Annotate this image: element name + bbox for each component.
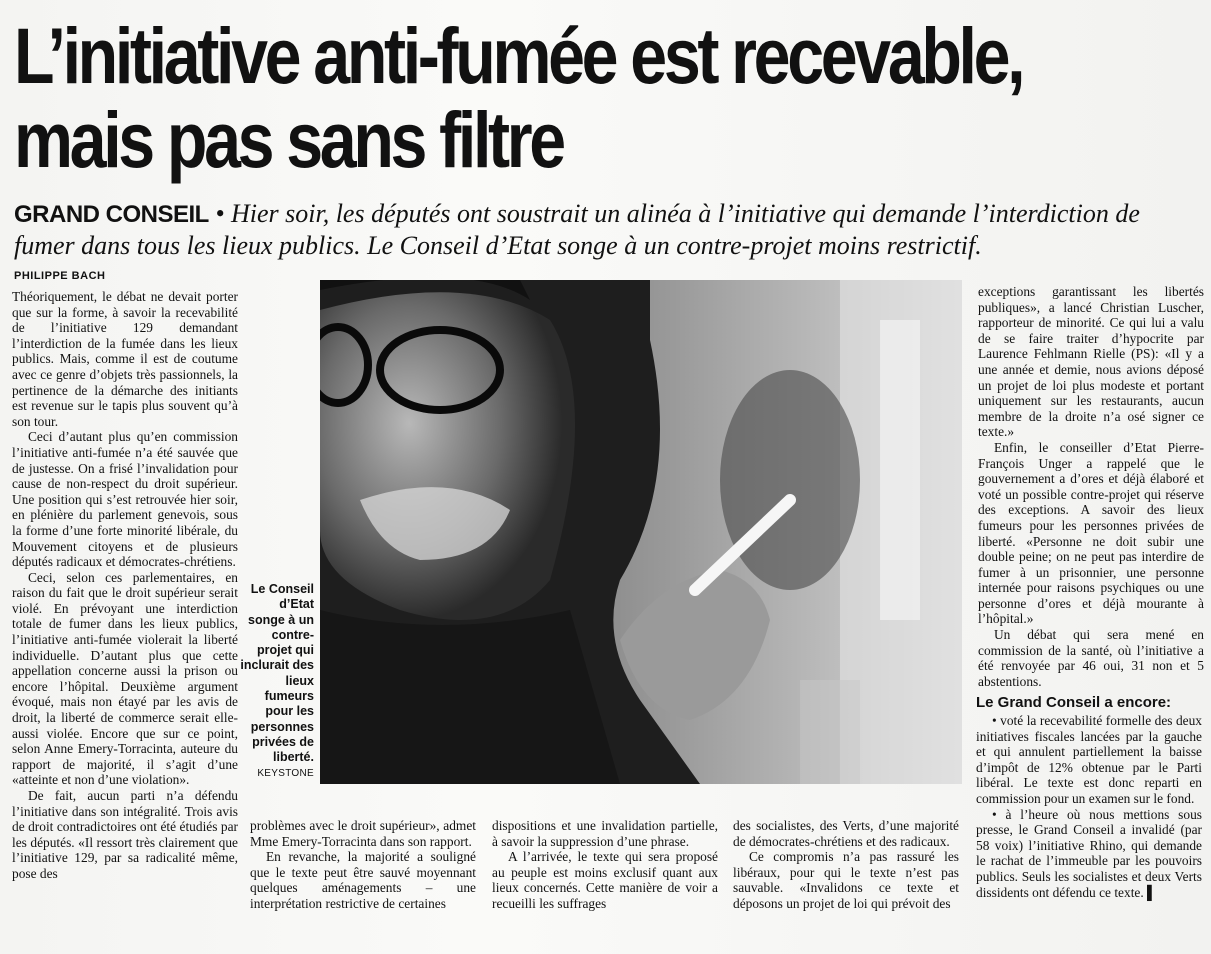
headline-line-2: mais pas sans filtre: [14, 95, 563, 184]
paragraph: dispositions et une invalidation partielle, à savoir la suppression d’une phrase.: [492, 818, 718, 849]
column-1: [12, 289, 238, 882]
paragraph: Ceci d’autant plus qu’en commission l’initiative anti-fumée n’a été sauvée que de justesse. On a frisé l’invalidation pour cause de non-respect du droit supérieur. Une position qui s’est retrouvée hier soir, en plénière du parlement genevois, sous la forme d’une forte minorité libérale, du Mouvement citoyens et de plusieurs députés radicaux et démocrates-chrétiens.: [12, 429, 238, 570]
photo-credit: KEYSTONE: [257, 768, 314, 779]
sidebar-item: • à l’heure où nous mettions sous presse, le Grand Conseil a invalidé (par 58 voix) l’initiative Rhino, qui demande le rachat de l’immeuble par les pouvoirs publics. Seuls les socialistes et deux Verts dissidents ont défendu ce texte. ▌: [976, 806, 1202, 900]
kicker-separator: •: [208, 199, 231, 228]
kicker: GRAND CONSEIL: [14, 201, 209, 228]
standfirst: [14, 198, 1194, 261]
standfirst-text: Hier soir, les députés ont soustrait un alinéa à l’initiative qui demande l’interdiction de fumer dans tous les lieux publics. Le Conseil d’Etat songe à un contre-projet moins restrictif.: [14, 199, 1140, 260]
sidebar-title: Le Grand Conseil a encore:: [976, 694, 1172, 711]
sidebar-list: [976, 713, 1202, 900]
paragraph: Ce compromis n’a pas rassuré les libéraux, pour qui le texte n’est pas sauvable. «Invalidons ce texte et déposons un projet de loi qui prévoit des: [733, 849, 959, 911]
paragraph: Un débat qui sera mené en commission de la santé, où l’initiative a été renvoyée par 46 oui, 31 non et 5 abstentions.: [978, 627, 1204, 689]
headline-line-1: L’initiative anti-fumée est recevable,: [14, 11, 1023, 100]
column-5: [978, 284, 1204, 689]
paragraph: De fait, aucun parti n’a défendu l’initiative dans son intégralité. Trois avis de droit contradictoires ont été étudiés par les députés. «Il ressort très clairement que l’initiative 129, par sa radicalité même, pose des: [12, 788, 238, 881]
paragraph: Théoriquement, le débat ne devait porter que sur la forme, à savoir la recevabilité de l’initiative 129 demandant l’interdiction de la fumée dans les lieux publics. Mais, comme il est de coutume avec ce genre d’objets très passionnels, la pertinence de la démarche des initiants est revenue sur le tapis plus souvent qu’à son tour.: [12, 289, 238, 429]
paragraph: exceptions garantissant les libertés publiques», a lancé Christian Luscher, rapporteur de minorité. Ce qui lui a valu de se faire traiter d’hypocrite par Laurence Fehlmann Rielle (PS): «Il y a une année et demie, nous avions déposé un projet de loi plus modeste et portant uniquement sur les restaurants, aucun membre de la droite n’a osé signer ce texte.»: [978, 284, 1204, 440]
paragraph: Enfin, le conseiller d’Etat Pierre-François Unger a rappelé que le gouvernement a d’ores et déjà élaboré et voté un possible contre-projet qui réserve des exceptions. A savoir des lieux fumeurs pour les personnes privées de liberté. «Personne ne doit subir une double peine; on ne peut pas interdire de fumer à un prisonnier, une personne internée pour raisons psychiques ou une personne d’ores et déjà mourante à l’hôpital.»: [978, 439, 1204, 627]
byline: PHILIPPE BACH: [14, 270, 106, 282]
column-2: [250, 818, 476, 912]
paragraph: des socialistes, des Verts, d’une majorité de démocrates-chrétiens et des radicaux.: [733, 818, 959, 849]
column-4: [733, 818, 959, 912]
paragraph: Ceci, selon ces parlementaires, en raison du fait que le droit supérieur serait violé. En prévoyant une interdiction totale de fumer dans les lieux publics, l’initiative anti-fumée violerait la liberté individuelle. D’autant plus que cette appellation concerne aussi la prison ou encore l’hôpital. Deuxième argument évoqué, mais non étayé par les avis de droit, la liberté de commerce serait elle-aussi violée. Encore que sur ce point, selon Anne Emery-Torracinta, auteure du rapport de majorité, il s’agit d’une «atteinte et non d’une violation».: [12, 569, 238, 788]
article-photo: [320, 280, 962, 784]
paragraph: problèmes avec le droit supérieur», admet Mme Emery-Torracinta dans son rapport.: [250, 818, 476, 849]
paragraph: En revanche, la majorité a souligné que le texte peut être sauvé moyennant quelques aménagements – une interprétation restrictive de certaines: [250, 849, 476, 911]
sidebar-item: • voté la recevabilité formelle des deux initiatives fiscales lancées par la gauche et qui annulent partiellement la baisse d’impôt de 12% obtenue par le Parti libéral. Le texte est donc reparti en commission pour un examen sur le fond.: [976, 713, 1202, 806]
headline: [14, 11, 1023, 184]
photo-caption: Le Conseil d’Etat songe à un contre-projet qui inclurait des lieux fumeurs pour les personnes privées de liberté.: [240, 582, 314, 765]
photo-illustration: [320, 280, 962, 784]
paragraph: A l’arrivée, le texte qui sera proposé au peuple est moins exclusif quant aux lieux concernés. Cette manière de voir a recueilli les suffrages: [492, 849, 718, 911]
column-3: [492, 818, 718, 912]
